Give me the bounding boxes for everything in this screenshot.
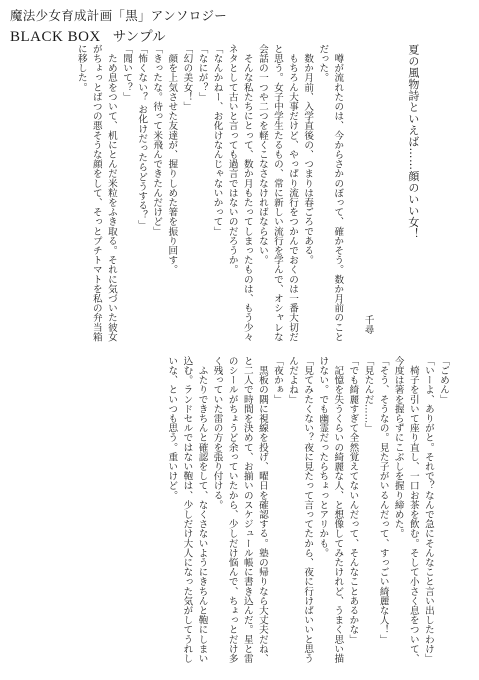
paragraph: 黒板の隅に視線を投げ、曜日を確認する。塾の帰りなら大丈夫だね、と二人で時間を決めて、お揃いのスケジュール帳に書き込んだ。星と雷のシールがちょうど余っていたから、少しだけ悩んで、ちょっとだけ多く残っていた雷の方を張り付ける。 xyxy=(211,356,268,664)
paragraph: 「見てみたくない？夜に見たって言ってたから、夜に行けばいいと思うんだよね」 xyxy=(287,356,314,664)
page-header xyxy=(10,6,470,46)
paragraph: 椅子を引いて座り直し、一口お茶を飲む。そして小さく息をついて、今度は箸を握らずにこぶしを握り締めた。 xyxy=(392,356,419,664)
paragraph: 記憶を失うくらいの綺麗な人、と想像してみたけれど、うまく思い描けない。でも幽霊だったらちょっとアリかも。 xyxy=(317,356,344,664)
anthology-title: 魔法少女育成計画「黒」アンソロジー xyxy=(10,8,228,23)
paragraph: 「ごめん」 xyxy=(438,356,449,404)
paragraph: 「そう、そうなの。見た子がいるんだって、すっごい綺麗な人！」 xyxy=(377,356,389,644)
story-section-bottom xyxy=(21,356,451,666)
paragraph: 「怖くない？ お化けだったらどうする？」 xyxy=(136,44,148,230)
paragraph: 「でも綺麗すぎて全然覚えてないんだって、そんなことあるかな」 xyxy=(347,356,359,644)
paragraph: ふたりできちんと確認をして、なくさないようにきちんと鞄にしまい込む。ランドセルではない鞄は、少しだけ大人になった気がしてうれしいな、といつも思う。重いけど。 xyxy=(166,356,208,664)
paragraph: 「きったな。待って米飛んできたんだけど」 xyxy=(151,44,163,236)
paragraph: もちろん大事だけど、やっぱり流行をつかんでおくのは一番大切だと思う。女子中学生たるもの、常に新しい流行を学んで、オシャレな会話の一つや二つを軽くこなさなければならない。 xyxy=(256,44,299,342)
story-section-top xyxy=(21,44,451,344)
paragraph: 数か月前、入学直後の、つまりは春ごろである。 xyxy=(302,44,314,265)
paragraph: ため息をついて、机にとんだ米粒をふき取る。それに気づいた彼女がちょっとばつの悪そうな顔をして、そっとプチトマトを私の弁当箱に移した。 xyxy=(75,44,117,342)
paragraph: 噂が流れたのは、今からさかのぼって、確かそう。数か月前のことだった。 xyxy=(317,44,344,342)
header-subtitle xyxy=(10,25,166,46)
paragraph: 「なんかねー、お化けなんじゃないかって」 xyxy=(211,44,223,236)
story-author xyxy=(360,44,375,344)
paragraph: 「夜かぁ」 xyxy=(271,356,283,404)
paragraph: 「いーよ、ありがと。それで？なんで急にそんなこと言い出したわけ」 xyxy=(422,356,434,664)
story-title: 夏の風物詩といえば……顔のいい女！ xyxy=(406,44,420,240)
paragraph: そんな私たちにとって、数か月もたってしまったものは、もう少々ネタとして古いと言っても過言ではないのだろうか。 xyxy=(226,44,253,342)
sample-label: サンプル xyxy=(112,29,166,45)
paragraph: 顔を上気させた友達が、握りしめた箸を振り回す。 xyxy=(166,44,178,275)
paragraph: 「聞いて？」 xyxy=(121,44,133,102)
series-name: BLACK BOX xyxy=(10,29,101,45)
paragraph: 「なにが？」 xyxy=(196,44,208,102)
story-author-name: 千尋 xyxy=(362,315,374,335)
paragraph: 「幻の美女！」 xyxy=(181,44,193,112)
paragraph: 「見たんだ……」 xyxy=(362,356,374,433)
